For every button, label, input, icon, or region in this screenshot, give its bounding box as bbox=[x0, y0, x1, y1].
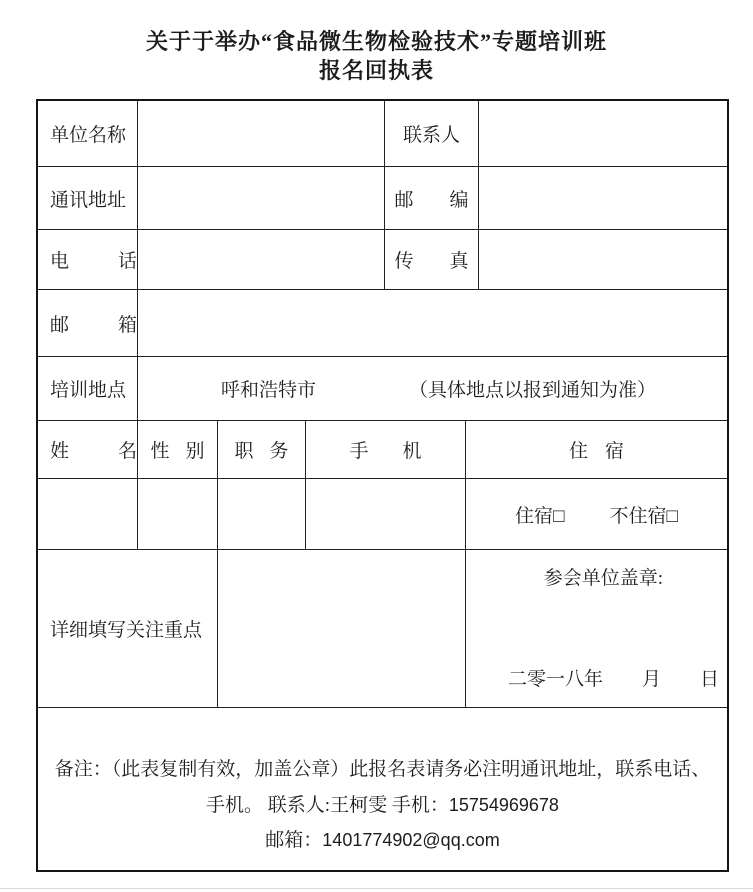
focus-label-cell: 详细填写关注重点 bbox=[38, 550, 218, 708]
name-header: 姓名 bbox=[38, 421, 138, 479]
lodging-yes-option[interactable]: 住宿□ bbox=[515, 505, 565, 527]
date-line bbox=[508, 664, 719, 691]
date-day-label: 日 bbox=[699, 669, 719, 690]
stamp-label: 参会单位盖章: bbox=[543, 568, 663, 589]
venue-cell bbox=[138, 357, 727, 421]
venue-city-text: 呼和浩特市 bbox=[221, 380, 317, 401]
unit-name-label: 单位名称 bbox=[38, 101, 138, 167]
address-label: 通讯地址 bbox=[38, 167, 138, 230]
name-input-cell[interactable] bbox=[38, 479, 138, 550]
registration-form-table bbox=[36, 99, 729, 872]
postcode-label: 邮编 bbox=[385, 167, 479, 230]
position-header: 职务 bbox=[218, 421, 306, 479]
page-edge-artifact bbox=[0, 888, 753, 889]
contact-email-address: 1401774902@qq.com bbox=[322, 830, 500, 850]
contact-input-cell[interactable] bbox=[479, 101, 727, 167]
phone-label: 电话 bbox=[38, 230, 138, 290]
remark-line2: 手机。 联系人:王柯雯 手机：15754969678 bbox=[206, 794, 559, 816]
date-year-label: 二零一八年 bbox=[508, 669, 604, 690]
email-label: 邮箱 bbox=[38, 290, 138, 357]
form-title-line1: 关于于举办“食品微生物检验技术”专题培训班 bbox=[145, 29, 607, 54]
stamp-cell bbox=[466, 550, 727, 708]
form-title-line2: 报名回执表 bbox=[318, 58, 434, 83]
date-month-label: 月 bbox=[641, 669, 661, 690]
focus-input-cell[interactable] bbox=[218, 550, 466, 708]
contact-phone-number: 15754969678 bbox=[448, 794, 559, 815]
remark-cell bbox=[38, 708, 727, 870]
address-input-cell[interactable] bbox=[138, 167, 385, 230]
fax-input-cell[interactable] bbox=[479, 230, 727, 290]
form-title bbox=[0, 0, 753, 85]
remark-line1: 备注：（此表复制有效，加盖公章）此报名表请务必注明通讯地址，联系电话、 bbox=[54, 759, 711, 780]
lodging-header: 住宿 bbox=[466, 421, 727, 479]
fax-label: 传真 bbox=[385, 230, 479, 290]
position-input-cell[interactable] bbox=[218, 479, 306, 550]
gender-input-cell[interactable] bbox=[138, 479, 218, 550]
gender-header: 性别 bbox=[138, 421, 218, 479]
unit-name-input-cell[interactable] bbox=[138, 101, 385, 167]
lodging-no-option[interactable]: 不住宿□ bbox=[609, 505, 678, 527]
venue-label: 培训地点 bbox=[38, 357, 138, 421]
contact-label: 联系人 bbox=[385, 101, 479, 167]
mobile-header: 手机 bbox=[306, 421, 466, 479]
email-input-cell[interactable] bbox=[138, 290, 727, 357]
mobile-input-cell[interactable] bbox=[306, 479, 466, 550]
phone-input-cell[interactable] bbox=[138, 230, 385, 290]
remark-line3: 邮箱：1401774902@qq.com bbox=[265, 830, 500, 851]
venue-note-text: （具体地点以报到通知为准） bbox=[409, 380, 657, 401]
lodging-options-cell bbox=[466, 479, 727, 550]
postcode-input-cell[interactable] bbox=[479, 167, 727, 230]
